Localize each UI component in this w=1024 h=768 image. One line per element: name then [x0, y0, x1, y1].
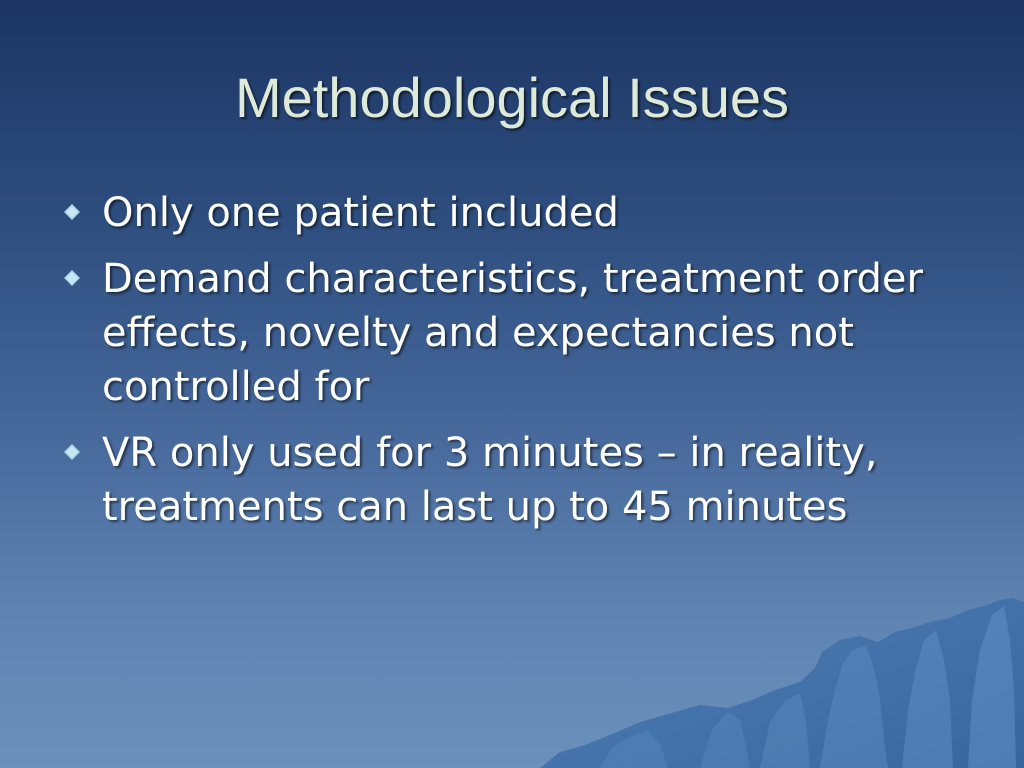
diamond-bullet-icon	[64, 444, 80, 460]
bullet-item	[60, 252, 960, 414]
slide-title: Methodological Issues	[234, 66, 790, 129]
bullet-text: Demand characteristics, treatment order effects, novelty and expectancies not controlled for	[102, 256, 923, 410]
bullet-list	[60, 186, 960, 546]
bullet-item	[60, 426, 960, 534]
bullet-text: Only one patient included	[102, 190, 619, 236]
diamond-bullet-icon	[64, 270, 80, 286]
diamond-bullet-icon	[64, 204, 80, 220]
bullet-item	[60, 186, 960, 240]
bullet-text: VR only used for 3 minutes – in reality, treatments can last up to 45 minutes	[102, 430, 878, 530]
